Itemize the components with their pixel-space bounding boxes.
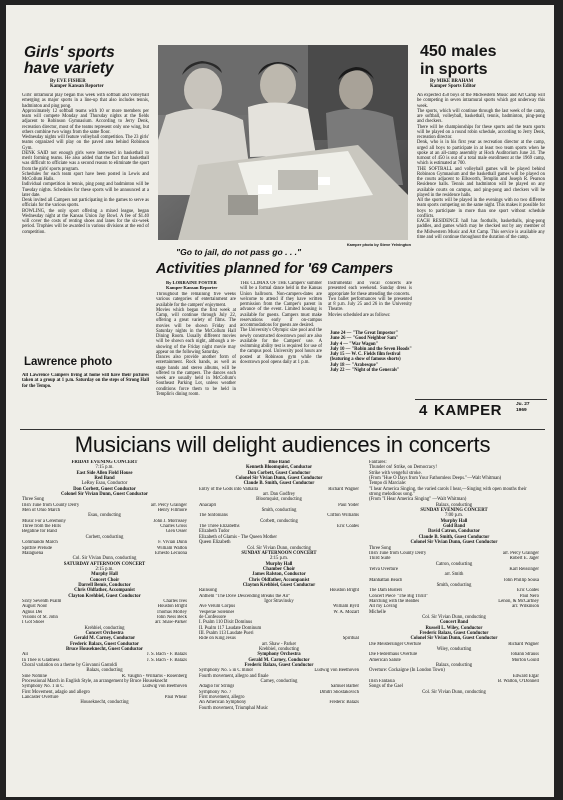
piece-composer: William Walton: [156, 545, 187, 551]
program-note: Col. Sir Vivian Dunn, conducting: [422, 689, 486, 695]
piece-composer: Ludwig von Beethoven: [142, 684, 187, 690]
program-heading: East Side Allen Field House: [76, 470, 133, 476]
program-line: Queen Elizabeth: [199, 540, 231, 546]
program-note: Esau, conducting: [88, 513, 121, 519]
program-heading: Murphy Hall: [265, 561, 293, 567]
piece-title: Ride on King Jesus: [199, 636, 236, 642]
program-heading: Murphy Hall: [440, 518, 468, 524]
movie-item: July 15 — W. C. Fields film festival (featuring a show of famous shorts): [330, 352, 401, 363]
program-heading: Chris Oldfather, Accompanist: [74, 588, 135, 594]
piece-composer: J. S. Bach - F. Balazs: [146, 657, 187, 663]
program-heading: Claude B. Smith, Guest Conductor: [418, 534, 490, 540]
masthead-date: Ju. 27 1969: [516, 402, 530, 413]
program-line: Strike with vengeful stroke.: [369, 470, 422, 476]
piece-title: Commando March: [22, 540, 58, 546]
program-line: III. Psalm 113 Laudate Pueri: [199, 631, 254, 636]
program-line: Overture: Cockaigne (In London Town): [369, 668, 445, 674]
program-heading: Don Corbett, Guest Conductor: [247, 470, 311, 476]
program-note: Igor Stravinsky: [264, 598, 294, 604]
piece-title: Air: [22, 652, 29, 658]
program-note: Col. Sir Vivian Dunn, conducting: [422, 614, 486, 620]
program-note: Col. Sir Vivian Dunn, conducting: [247, 545, 311, 551]
program-note: arr. Dan Godfrey: [262, 492, 296, 498]
program-heading: Red Band: [94, 476, 115, 482]
program-note: Balazs, conducting: [435, 663, 473, 669]
program-heading: Clayton Krehbiel, Guest Conductor: [242, 582, 316, 588]
piece-title: Irish Fantasia: [369, 679, 395, 685]
program-note: Balazs, conducting: [86, 668, 123, 674]
piece-composer: Charles Gross: [160, 524, 187, 530]
program-heading: Clayton Krehbiel, Guest Conductor: [68, 593, 141, 599]
program-line: Tempo di Marciale:: [369, 481, 407, 487]
piece-title: Malaguena: [22, 550, 44, 556]
program-heading: Symphony Orchestra: [257, 652, 301, 658]
piece-title: Men of Ohio March: [22, 508, 61, 514]
program-line: Processional March in English Style, an arrangement by Bruce Houseknecht: [22, 679, 168, 685]
musicians-headline: Musicians will delight audiences in concerts: [74, 432, 491, 457]
section-rule: [20, 429, 545, 430]
piece-composer: Paul Yoder: [338, 502, 359, 508]
program-line: Three Song: [369, 545, 392, 551]
movie-schedule: [330, 331, 412, 373]
program-note: Col. Sir Vivian Dunn, conducting: [72, 556, 137, 562]
piece-composer: Robert E. Jager: [509, 556, 539, 562]
campers-board-game-photo: [158, 45, 408, 240]
program-note: Wiley, conducting: [436, 647, 472, 653]
program-line: First movement, allegro: [199, 695, 245, 701]
lawrence-photo-article: All Lawrence Campers living at home will have their pictures taken at a group at 1 p.m. Saturday on the steps of Strong Hall for the Tempo.: [22, 373, 149, 389]
piece-title: Marching with the Beatles: [369, 598, 420, 604]
piece-title: Ave Verum Corpus: [199, 604, 236, 610]
program-note: Corbett, conducting: [260, 518, 298, 524]
program-note: Catron, conducting: [435, 561, 473, 567]
program-heading: Frederic Balazs, Guest Conductor: [244, 663, 314, 669]
movie-item: July 18 — "Arabesque": [330, 362, 379, 368]
piece-title: Anacapri: [199, 502, 217, 508]
program-line: Fanfares:: [369, 460, 387, 465]
program-heading: Chamber Choir: [262, 566, 296, 572]
program-time: 7:00 p.m.: [444, 513, 464, 519]
program-column-1: [22, 460, 187, 790]
activities-headline: Activities planned for '69 Campers: [156, 261, 394, 277]
piece-title: Sine Nomine: [22, 673, 47, 679]
program-heading: SATURDAY AFTERNOON CONCERT: [63, 561, 146, 567]
program-line: de Confessore: [199, 614, 227, 620]
piece-composer: Henry Fillmore: [157, 508, 187, 514]
program-line: I. Psalm 110 Dixit Dominus: [199, 620, 253, 626]
piece-composer: Richard Wagner: [508, 641, 539, 647]
program-heading: James Ralston, Conductor: [252, 572, 306, 578]
piece-composer: Paul Nero: [519, 593, 539, 599]
piece-title: Die Meistersinger Overture: [369, 641, 422, 647]
photo-caption: "Go to jail, do not pass go . . .": [176, 247, 302, 257]
piece-composer: Karl Reissinger: [509, 566, 539, 572]
piece-title: American Salute: [369, 657, 401, 663]
program-note: Smith, conducting: [261, 508, 297, 514]
program-line: Thunder on! Strike, on Democracy!: [369, 465, 437, 471]
girls-sports-article: Girls' intramural play began this week with softball and volleyball emerging as major sports in a line-up that also includes tennis, badminton and ping pong. Approximately 12 softball teams with 10 or more members per team will compete Monday and Thursday nights at the fields adjacent to Robinson Gymnasium. According to Jerry Denk, recreation director, most of the teams represent only one wing, but others combine two wings from the same floor. Wednesday nights will feature volleyball competition. The 23 girls' teams organized will play on the paved area behind Robinson Gym. DENK SAID not enough girls were interested in basketball to merit forming teams. He also added that the fact that basketball was difficult to officiate was a second reason to eliminate the sport from the girls' sports program. Schedules for each team sport have been posted in Lewis and McCollum Halls. Individual competition in tennis, ping pong and badminton will be Tuesday nights. Schedules for these sports will be announced at a later date. Denk invited all Campers not participating in the games to serve as officials for the various sports. BOWLING, the only sport offering a mixed league, began Wednesday night at the Kansas Union Jay Bowl. A fee of $1.40 will cover the costs of renting shoes and lanes for the six-week period. Trophies will be awarded in various divisions at the end of competition.: [22, 93, 149, 235]
piece-title: Manhattan Beach: [369, 577, 403, 583]
program-note: Bloomquist, conducting: [256, 497, 302, 503]
program-heading: Murphy Hall: [91, 572, 118, 578]
piece-title: Begatine for Band: [22, 529, 57, 535]
piece-composer: William Byrd: [332, 604, 359, 610]
program-line: II. Psalm 117 Laudate Dominum: [199, 625, 262, 631]
program-note: Smith, conducting: [436, 582, 472, 588]
piece-title: Three from the Hills: [22, 524, 61, 530]
piece-composer: Clifton Williams: [327, 513, 359, 519]
piece-composer: arr. Shaw-Parker: [155, 620, 187, 626]
photo-credit: Kamper photo by Steve Yelvington: [346, 242, 411, 247]
movie-item: June 24 — "The Great Impostor": [330, 331, 399, 336]
piece-composer: Frederic Balazs: [329, 700, 359, 706]
piece-composer: Paul Whear: [164, 695, 187, 701]
piece-composer: John J. Morrissey: [153, 518, 187, 524]
piece-title: Die Fledermaus Overture: [369, 652, 418, 658]
piece-title: Vesperae Solennes: [199, 609, 235, 615]
piece-title: Irish Tune from County Derry: [22, 502, 80, 508]
piece-title: I Got Shoes: [22, 620, 45, 626]
program-heading: Darrell Bemis, Conductor: [78, 582, 131, 588]
piece-title: Spitfire Prelude: [22, 545, 52, 551]
piece-title: An American Symphony: [199, 700, 247, 706]
piece-title: Music For a Ceremony: [22, 518, 66, 524]
piece-composer: arr. Percy Grainger: [502, 550, 539, 556]
piece-title: Agnus Dei: [22, 609, 43, 615]
activities-article-col1: Throughout the remaining five weeks various categories of entertainment are available for the campers' enjoyment. Movies which began the first week at Camp, will continue through July 22, offering a great variety of films. The movies will be shown Friday and Saturday nights in the McCollum Hall Dining Room. Usually different movies will be shown each night, although a re-showing of the Friday night movie may appear on the following Saturday. Dances also provide another form of entertainment. Rock bands, as well as stage bands and stereo albums, will be offered to the campers. The dances each week are usually held in McCollum's Southeast Parking Lot, unless weather conditions force them to be held in Templin's dining room.: [156, 292, 236, 397]
activities-article-col3: Instrumental and vocal concerts are presented each weekend. Sunday dress is appropriate for these attending the concerts. Two ballet performances will be presented at 8 p.m. July 25 and 26 in the University Theatre. Movies scheduled are as follows:: [328, 281, 412, 318]
males-sports-article: An expected 450 boys of the Midwestern Music and Art Camp will be competing in seven intramural sports which got underway this week. The sports, which will continue through the last week of the camp, are softball, volleyball, basketball, tennis, badminton, ping-pong and checkers. There will be championships for these sports and the team sports will be played on a round robin schedule, according to Jerry Denk, recreation director. Denk, who is in his first year as recreation director at the camp, urged all boys to participate in at least two team sports when he spoke at an all-camp assembly at Hoch Auditorium June 24. The turnout of 450 is out of a total male enrollment at the 1969 camp, which is estimated at 700. THE SOFTBALL and volleyball games will be played behind Robinson Gymnasium and the basketball games will be played on the courts adjacent to Ellsworth, Templin and Joseph R. Pearson Residence halls. Tennis and badminton will be played on any available courts on campus, and ping-pong and checkers will be played in the residence halls. All the sports will be played in the evenings with no two different team sports competing on the same night. This makes it possible for boys to participate in more than one sport without schedule conflicts. EACH RESIDENCE hall has footballs, basketballs, ping-pong paddles, and games which may be checked out by any member of the Midwestern Music and Art Camp. This service is available any time and will continue throughout the duration of the camp.: [417, 93, 545, 240]
program-heading: Claude B. Smith, Guest Conductor: [243, 481, 315, 487]
piece-composer: Thomas Morley: [156, 609, 187, 615]
program-heading: David Catron, Conductor: [427, 529, 481, 535]
piece-title: Irish Tune from County Derry: [369, 550, 427, 556]
piece-title: Third Suite: [369, 556, 391, 562]
piece-composer: Eric Coates: [516, 588, 539, 594]
program-note: arr. Smith: [444, 572, 464, 578]
masthead-page-number: 4: [419, 402, 428, 419]
piece-composer: Houston Bright: [329, 588, 359, 594]
piece-composer: Eric Coates: [336, 524, 359, 530]
program-heading: Colonel Sir Vivian Dunn, Guest Conductor: [410, 540, 498, 546]
piece-composer: B. Walton, O'Donnell: [497, 679, 539, 685]
piece-composer: John Ness Beck: [156, 614, 187, 620]
program-line: "I hear America Singing, the varied carols I hear,—Singing with open mouths their strong melodious song.": [369, 486, 527, 498]
program-note: Carney, conducting: [260, 679, 298, 685]
piece-title: The Dam Busters: [369, 588, 403, 594]
piece-composer: Spiritual: [342, 636, 359, 642]
program-note: Corbett, conducting: [85, 534, 124, 540]
piece-title: Rainsong: [199, 588, 217, 594]
males-sports-byline: By MIKE BRAHAM Kamper Sports Editor: [430, 79, 477, 90]
program-line: Choral variation on a theme by Giovanni Gastoldi: [22, 663, 118, 669]
movie-item: July 22 — "Night of the Generals": [330, 368, 400, 374]
piece-composer: Ernesto Lecuona: [154, 550, 187, 556]
piece-title: Symphony No. 5 in C minor: [199, 668, 254, 674]
program-line: Fourth movement, allegro and finale: [199, 673, 269, 679]
piece-composer: Glen Osser: [165, 529, 187, 535]
board-game-photo-image: [158, 45, 408, 240]
program-heading: Colonel Sir Vivian Dunn, Guest Conductor: [410, 636, 498, 642]
program-heading: Gold Band: [442, 524, 466, 530]
program-heading: Gerald M. Carney, Conductor: [73, 636, 136, 642]
piece-title: Adagio for Strings: [199, 684, 235, 690]
program-heading: Frederic Balazs, Guest Conductor: [69, 641, 140, 647]
program-time: 2:15 p.m.: [95, 566, 114, 572]
piece-title: Visions of St. John: [22, 614, 58, 620]
program-heading: Colonel Sir Vivian Dunn, Guest Conductor: [235, 476, 323, 482]
program-heading: Bruce Houseknecht, Guest Conductor: [65, 647, 144, 653]
program-heading: Kenneth Bloomquist, Conductor: [245, 465, 313, 471]
program-column-2: [199, 460, 359, 790]
program-column-3: [369, 460, 539, 790]
program-line: Songs of the Gael: [369, 684, 403, 690]
program-heading: Concert Orchestra: [85, 631, 124, 636]
piece-title: Yelva Overture: [369, 566, 398, 572]
piece-composer: W. A. Mozart: [333, 609, 359, 615]
piece-composer: Ludwig von Beethoven: [314, 668, 359, 674]
program-line: First Movement, adagio and allegro: [22, 689, 90, 695]
piece-composer: Charles Ives: [163, 598, 187, 604]
program-heading: Concert Band: [439, 620, 469, 626]
newspaper-page: [6, 5, 554, 797]
program-heading: Frederic Balazs, Guest Conductor: [419, 631, 489, 636]
piece-composer: Houston Bright: [157, 604, 187, 610]
movie-item: June 26 — "Good Neighbor Sam": [330, 336, 399, 342]
piece-composer: arr. Percy Grainger: [150, 502, 187, 508]
program-note: Houseknecht, conducting: [80, 700, 129, 706]
masthead-title: KAMPER: [434, 402, 503, 419]
program-line: Fourth movement, Triumphal Music: [199, 705, 269, 711]
program-note: arr. Shaw - Parker: [261, 641, 297, 647]
piece-composer: John Phillip Sousa: [503, 577, 539, 583]
piece-composer: Johann Strauss: [510, 652, 539, 658]
piece-title: Entry of the Gods into Valhalla: [199, 486, 259, 492]
program-heading: Russell L. Wiley, Conductor: [425, 625, 483, 631]
program-note: Krehbiel, conducting: [84, 625, 125, 631]
program-line: Michelle: [369, 609, 386, 615]
piece-title: Sixty Seventh Psalm: [22, 598, 62, 604]
piece-title: Anthem "The Dove Descending Breaks the Air": [199, 593, 291, 599]
program-line: Elizabeth of Glamis - The Queen Mother: [199, 534, 277, 540]
program-line: Elizabeth Tudor: [199, 529, 230, 535]
program-heading: Don Corbett, Guest Conductor: [73, 486, 136, 492]
piece-composer: J. S. Bach - F. Balazs: [146, 652, 187, 658]
program-heading: Gerald M. Carney, Conductor: [248, 657, 310, 663]
piece-composer: arr. Wilkinson: [512, 604, 539, 610]
girls-sports-headline: Girls' sports have variety: [24, 44, 115, 77]
masthead-rule: [415, 399, 547, 400]
piece-composer: Lenon, & McCartney: [498, 598, 539, 604]
piece-title: August Noon: [22, 604, 48, 610]
girls-sports-byline: By EVE FISHER Kamper Kansan Reporter: [50, 79, 104, 90]
piece-title: Symphony No. 1 in C: [22, 684, 64, 690]
program-heading: Colonel Sir Vivian Dunn, Guest Conductor: [60, 492, 148, 498]
males-sports-headline: 450 males in sports: [420, 43, 497, 78]
piece-title: The Three Elizabeths: [199, 524, 240, 530]
program-note: Krehbiel, conducting: [258, 647, 300, 653]
program-time: LeRoy Esau, Conductor: [81, 481, 128, 487]
activities-byline: By LORRAINE FOSTER Kamper Kansan Reporter: [166, 280, 218, 291]
program-time: 2:15 p.m.: [269, 556, 289, 562]
piece-composer: Morton Gould: [511, 657, 539, 663]
piece-title: All my Loving: [369, 604, 398, 610]
program-line: (From "Hue O Days from Your Fathomless Deeps."—Walt Whitman): [369, 476, 502, 482]
piece-composer: Dmitri Shostakovich: [319, 689, 359, 695]
program-heading: Concert Choir: [89, 577, 120, 583]
piece-title: The Sinfonians: [199, 513, 228, 519]
piece-composer: Richard Wagner: [328, 486, 359, 492]
program-line: (From "I Hear America Singing" —Walt Whitman): [369, 497, 467, 503]
piece-title: Concert Piece "The Big Thrill": [369, 593, 428, 599]
activities-article-col2: THE CLIMAX OF THE Campers' summer will be a formal dance held in the Kansas Union ballroom. Non-campers-dates are welcome to attend if they have written permission from the Camper's parent in advance of the event. Limited housing is available for guests. Campers must make reservations early if on-campus accommodations for guests are desired. The University's Olympic size pool and the newly constructed downtown pool are also available for the Campers' use. A swimming ability test is required for use of the campus pool. University pool hours are posted at Robinson gym while the downtown pool opens daily at 1 p.m.: [240, 281, 322, 365]
program-heading: SUNDAY EVENING CONCERT: [420, 508, 488, 514]
program-heading: FRIDAY EVENING CONCERT: [71, 460, 138, 465]
program-heading: Chris Oldfather, Accompanist: [248, 577, 310, 583]
piece-title: Symphony No. 7: [199, 689, 232, 695]
piece-composer: Edward Elgar: [512, 673, 539, 679]
lawrence-photo-headline: Lawrence photo: [24, 356, 113, 368]
program-time: 7:15 p.m.: [95, 465, 114, 471]
program-note: Balazs, conducting: [435, 502, 473, 508]
movie-item: July 4 — "War Wagon": [330, 341, 379, 347]
program-heading: Blue Band: [268, 460, 290, 465]
piece-title: Lancaster Overture: [22, 695, 59, 701]
program-heading: SUNDAY AFTERNOON CONCERT: [241, 550, 317, 556]
program-line: Three Song: [22, 497, 45, 503]
movie-item: July 10 — "Robin and the Seven Hoods": [330, 346, 412, 352]
piece-title: In Thee is Gladness: [22, 657, 60, 663]
piece-composer: R. Vaughn - Williams - Rosenberg: [121, 673, 187, 679]
piece-composer: Samuel Barber: [330, 684, 359, 690]
piece-composer: F. Vivian Dunn: [158, 540, 187, 546]
